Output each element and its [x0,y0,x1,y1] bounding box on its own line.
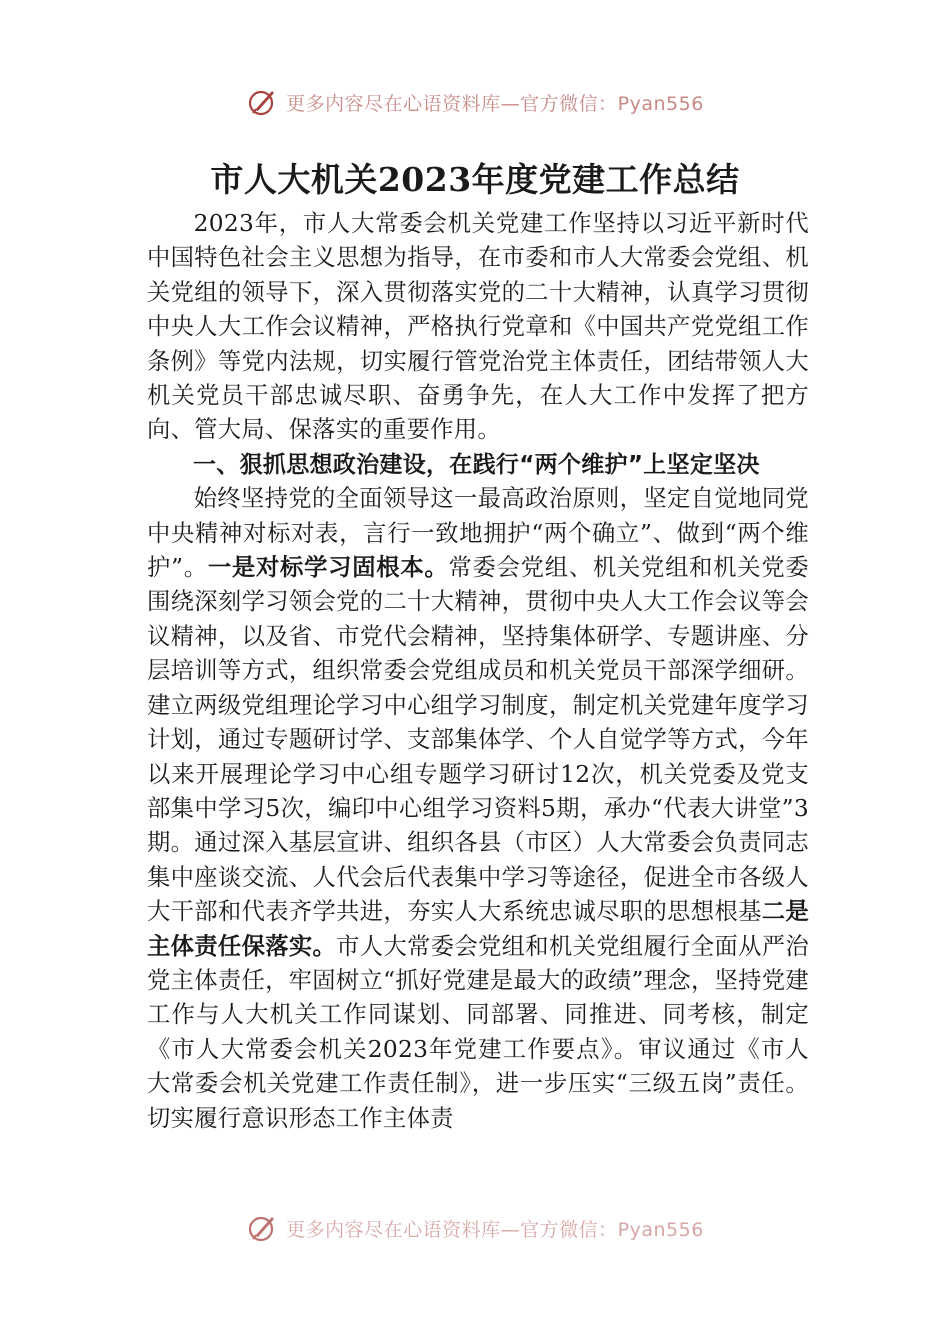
section-1-paragraph [147,482,809,1136]
watermark-text: 更多内容尽在心语资料库—官方微信：Pyan556 [286,92,704,115]
quill-pen-circle-icon [246,1212,278,1241]
section-1-body-text-2: 市人大常委会党组和机关党组履行全面从严治党主体责任，牢固树立“抓好党建是最大的政绩”理念，坚持党建工作与人大机关工作同谋划、同部署、同推进、同考核，制定《市人大常委会机关2023年党建工作要点》。审议通过《市人大常委会机关党建工作责任制》，进一步压实“三级五岗”责任。切实履行意识形态工作主体责 [147,932,809,1132]
intro-paragraph: 2023年，市人大常委会机关党建工作坚持以习近平新时代中国特色社会主义思想为指导，在市委和市人大常委会党组、机关党组的领导下，深入贯彻落实党的二十大精神，认真学习贯彻中央人大工作会议精神，严格执行党章和《中国共产党党组工作条例》等党内法规，切实履行管党治党主体责任，团结带领人大机关党员干部忠诚尽职、奋勇争先，在人大工作中发挥了把方向、管大局、保落实的重要作用。 [147,210,809,444]
lead-phrase-2: 二是主体责任保落实。 [147,898,809,960]
section-1-body-text: 常委会党组、机关党组和机关党委围绕深刻学习领会党的二十大精神，贯彻中央人大工作会议等会议精神，以及省、市党代会精神，坚持集体研学、专题讲座、分层培训等方式，组织常委会党组成员和机关党员干部深学细研。建立两级党组理论学习中心组学习制度，制定机关党建年度学习计划，通过专题研讨学、支部集体学、个人自觉学等方式，今年以来开展理论学习中心组专题学习研讨12次，机关党委及党支部集中学习5次，编印中心组学习资料5期，承办“代表大讲堂”3期。通过深入基层宣讲、组织各县（市区）人大常委会负责同志集中座谈交流、人代会后代表集中学习等途径，促进全市各级人大干部和代表齐学共进，夯实人大系统忠诚尽职的思想根基 [147,554,810,926]
document-title: 市人大机关2023年度党建工作总结 [210,160,740,199]
watermark-banner-top [0,82,950,122]
document-body [147,207,809,1136]
watermark-text: 更多内容尽在心语资料库—官方微信：Pyan556 [286,1218,704,1241]
lead-phrase-1: 一是对标学习固根本。 [207,554,449,582]
watermark-banner-bottom [0,1203,950,1241]
section-1-heading: 一、狠抓思想政治建设，在践行“两个维护”上坚定坚决 [193,451,760,478]
quill-pen-circle-icon [246,86,278,118]
section-1-intro-text: 始终坚持党的全面领导这一最高政治原则，坚定自觉地同党中央精神对标对表，言行一致地拥护“两个确立”、做到“两个维护”。 [147,485,809,582]
